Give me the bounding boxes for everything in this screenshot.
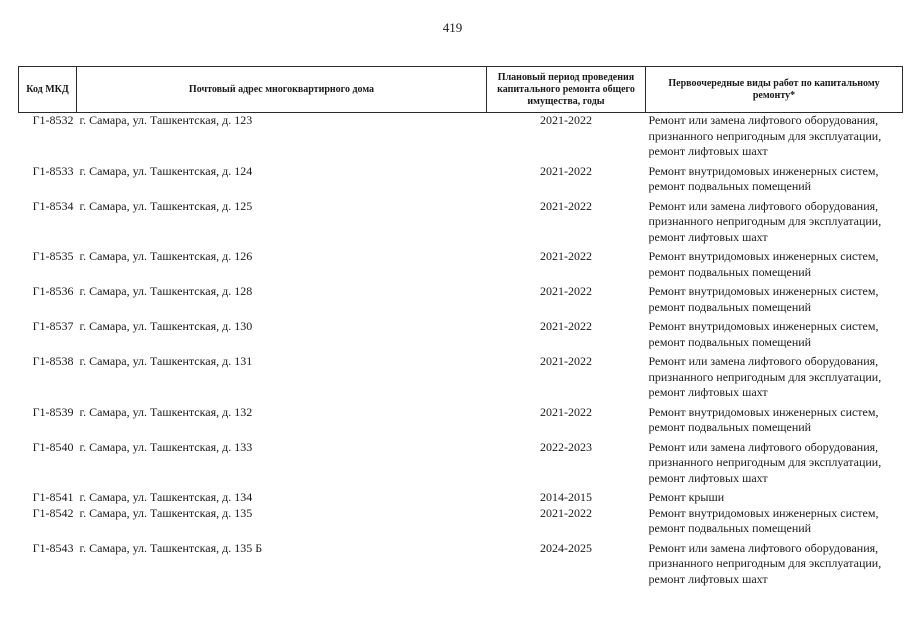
row-period: 2021-2022 xyxy=(540,505,592,520)
row-address: г. Самара, ул. Ташкентская, д. 133 xyxy=(79,439,253,454)
row-period: 2021-2022 xyxy=(540,354,592,368)
row-code: Г1-8535 xyxy=(32,249,74,263)
header-works: Первоочередные виды работ по капитальному ремонту* xyxy=(646,67,903,113)
row-address: г. Самара, ул. Ташкентская, д. 131 xyxy=(79,354,253,368)
header-period: Плановый период проведения капитального ремонта общего имущества, годы xyxy=(487,67,646,113)
row-works: Ремонт внутридомовых инженерных систем, ремонт подвальных помещений xyxy=(648,505,879,535)
row-code: Г1-8543 xyxy=(32,540,74,555)
row-address: г. Самара, ул. Ташкентская, д. 124 xyxy=(79,163,253,178)
row-works: Ремонт внутридомовых инженерных систем, ремонт подвальных помещений xyxy=(648,249,879,279)
row-address: г. Самара, ул. Ташкентская, д. 132 xyxy=(79,404,253,419)
row-period: 2021-2022 xyxy=(540,198,592,213)
row-works: Ремонт внутридомовых инженерных систем, ремонт подвальных помещений xyxy=(648,284,879,314)
table-row xyxy=(19,541,903,588)
row-works: Ремонт крыши xyxy=(648,490,725,504)
table-row xyxy=(19,354,903,401)
row-period: 2021-2022 xyxy=(540,404,592,419)
row-period: 2021-2022 xyxy=(540,249,592,263)
row-works: Ремонт внутридомовых инженерных систем, ремонт подвальных помещений xyxy=(648,319,879,349)
row-works: Ремонт внутридомовых инженерных систем, ремонт подвальных помещений xyxy=(648,163,879,193)
row-code: Г1-8542 xyxy=(32,505,74,520)
table-row xyxy=(19,405,903,436)
row-address: г. Самара, ул. Ташкентская, д. 126 xyxy=(79,249,253,263)
table-row xyxy=(19,319,903,350)
row-period: 2014-2015 xyxy=(540,490,592,504)
table-body xyxy=(19,113,903,592)
row-code: Г1-8538 xyxy=(32,354,74,368)
row-works: Ремонт или замена лифтового оборудования, признанного непригодным для эксплуатации, ремонт лифтовых шахт xyxy=(648,540,882,586)
capital-repair-table xyxy=(18,66,903,591)
row-code: Г1-8532 xyxy=(32,113,74,127)
row-address: г. Самара, ул. Ташкентская, д. 135 Б xyxy=(79,540,263,555)
row-period: 2021-2022 xyxy=(540,284,592,298)
table-row xyxy=(19,249,903,280)
row-address: г. Самара, ул. Ташкентская, д. 135 xyxy=(79,505,253,520)
row-address: г. Самара, ул. Ташкентская, д. 130 xyxy=(79,319,253,333)
row-code: Г1-8541 xyxy=(32,490,74,504)
table-header-row xyxy=(19,67,903,113)
header-address: Почтовый адрес многоквартирного дома xyxy=(77,67,487,113)
row-code: Г1-8537 xyxy=(32,319,74,333)
row-code: Г1-8534 xyxy=(32,198,74,213)
row-code: Г1-8540 xyxy=(32,439,74,454)
row-works: Ремонт или замена лифтового оборудования, признанного непригодным для эксплуатации, ремонт лифтовых шахт xyxy=(648,113,882,158)
table-row xyxy=(19,113,903,160)
row-code: Г1-8533 xyxy=(32,163,74,178)
table-row xyxy=(19,506,903,537)
row-address: г. Самара, ул. Ташкентская, д. 123 xyxy=(79,113,253,127)
row-period: 2024-2025 xyxy=(540,540,592,555)
table-row xyxy=(19,440,903,487)
row-code: Г1-8536 xyxy=(32,284,74,298)
header-code: Код МКД xyxy=(19,67,77,113)
row-works: Ремонт или замена лифтового оборудования, признанного непригодным для эксплуатации, ремонт лифтовых шахт xyxy=(648,439,882,485)
row-period: 2021-2022 xyxy=(540,319,592,333)
page-number: 419 xyxy=(442,20,463,35)
row-works: Ремонт или замена лифтового оборудования, признанного непригодным для эксплуатации, ремонт лифтовых шахт xyxy=(648,198,882,244)
row-period: 2021-2022 xyxy=(540,163,592,178)
table-row xyxy=(19,284,903,315)
table-row xyxy=(19,199,903,246)
row-works: Ремонт или замена лифтового оборудования, признанного непригодным для эксплуатации, ремонт лифтовых шахт xyxy=(648,354,882,399)
row-address: г. Самара, ул. Ташкентская, д. 128 xyxy=(79,284,253,298)
row-works: Ремонт внутридомовых инженерных систем, ремонт подвальных помещений xyxy=(648,404,879,434)
table-row xyxy=(19,490,903,506)
table-row xyxy=(19,164,903,195)
row-address: г. Самара, ул. Ташкентская, д. 134 xyxy=(79,490,253,504)
row-address: г. Самара, ул. Ташкентская, д. 125 xyxy=(79,198,253,213)
row-period: 2021-2022 xyxy=(540,113,592,127)
row-code: Г1-8539 xyxy=(32,404,74,419)
row-period: 2022-2023 xyxy=(540,439,592,454)
